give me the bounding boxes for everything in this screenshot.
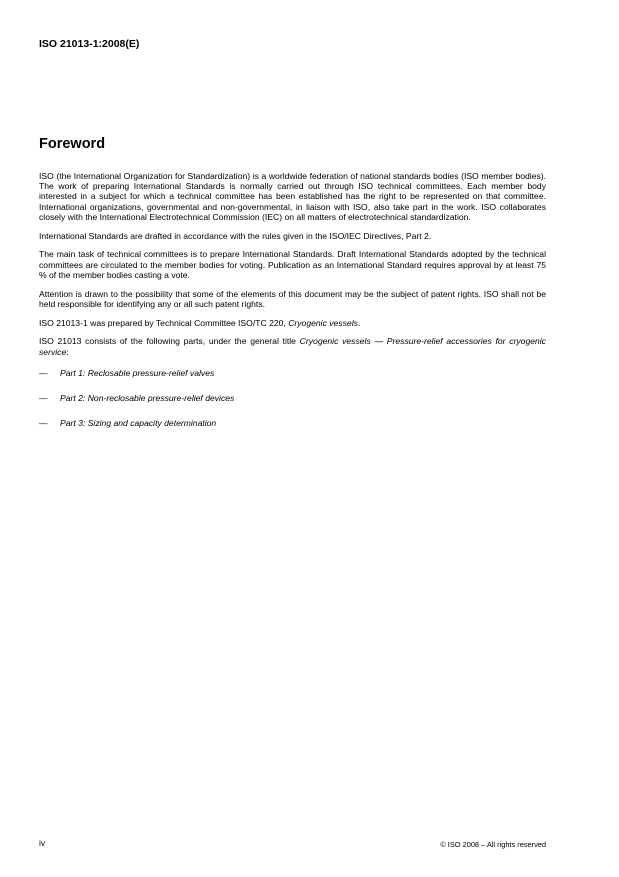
general-title: Cryogenic vessels — Pressure-relief accessories for cryogenic service bbox=[39, 336, 546, 357]
foreword-body bbox=[39, 171, 546, 443]
part-1-title: Part 1: Reclosable pressure-relief valves bbox=[60, 367, 215, 378]
list-dash: — bbox=[39, 392, 48, 403]
parts-intro-paragraph bbox=[39, 336, 546, 356]
prepared-by-paragraph bbox=[39, 318, 546, 328]
parts-intro-suffix: : bbox=[66, 346, 69, 357]
paragraph: Attention is drawn to the possibility that some of the elements of this document may be the subject of patent rights. ISO shall not be held responsible for identifying any or all such patent rights. bbox=[39, 288, 546, 309]
committee-title: Cryogenic vessels bbox=[288, 317, 358, 328]
copyright-notice: © ISO 2008 – All rights reserved bbox=[440, 840, 546, 849]
document-id: ISO 21013-1:2008(E) bbox=[39, 38, 140, 50]
page-title: Foreword bbox=[39, 136, 106, 152]
list-item bbox=[39, 368, 546, 378]
paragraph: The main task of technical committees is to prepare International Standards. Draft International Standards adopted by the technical committees are circulated to the member bodies for voting. Publication as an International Standard requires approval by at least 75 % of the member bodies casting a vote. bbox=[39, 249, 546, 280]
prepared-by-prefix: ISO 21013-1 was prepared by Technical Committee ISO/TC 220, bbox=[39, 317, 289, 328]
list-dash: — bbox=[39, 417, 48, 428]
list-dash: — bbox=[39, 367, 48, 378]
part-3-title: Part 3: Sizing and capacity determination bbox=[60, 417, 217, 428]
page-number: iv bbox=[39, 838, 46, 848]
list-item bbox=[39, 393, 546, 403]
paragraph: International Standards are drafted in accordance with the rules given in the ISO/IEC Directives, Part 2. bbox=[39, 230, 432, 241]
part-2-title: Part 2: Non-reclosable pressure-relief devices bbox=[60, 392, 235, 403]
parts-intro-prefix: ISO 21013 consists of the following parts, under the general title bbox=[39, 336, 300, 347]
paragraph: ISO (the International Organization for Standardization) is a worldwide federation of national standards bodies (ISO member bodies). The work of preparing International Standards is normally carried out through ISO technical committees. Each member body interested in a subject for which a technical committee has been established has the right to be represented on that committee. International organizations, governmental and non-governmental, in liaison with ISO, also take part in the work. ISO collaborates closely with the International Electrotechnical Commission (IEC) on all matters of electrotechnical standardization. bbox=[39, 171, 546, 222]
prepared-by-suffix: . bbox=[357, 317, 361, 328]
list-item bbox=[39, 418, 546, 428]
